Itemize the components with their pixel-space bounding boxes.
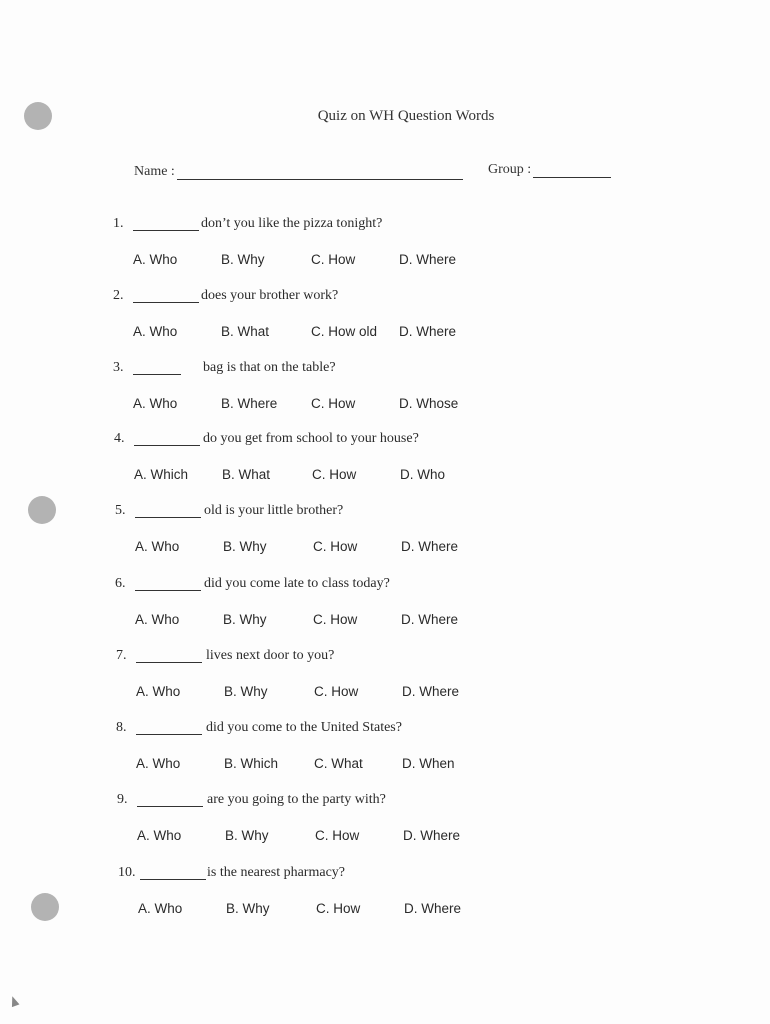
answer-option[interactable]: B. Why <box>221 252 265 267</box>
question-number: 4. <box>114 431 125 446</box>
answer-option[interactable]: C. How <box>313 612 358 627</box>
answer-option[interactable]: A. Who <box>135 612 180 627</box>
answer-option[interactable]: A. Who <box>133 252 178 267</box>
answer-option[interactable]: A. Who <box>133 396 178 411</box>
question-text: lives next door to you? <box>206 648 335 663</box>
question-text: bag is that on the table? <box>203 360 336 375</box>
answer-blank[interactable] <box>133 230 199 231</box>
answer-option[interactable]: B. Why <box>225 828 269 843</box>
question-text: is the nearest pharmacy? <box>207 865 345 880</box>
answer-option[interactable]: D. Where <box>404 901 462 916</box>
answer-option[interactable]: C. How old <box>311 324 378 339</box>
answer-option[interactable]: B. What <box>222 467 271 482</box>
answer-blank[interactable] <box>133 374 181 375</box>
answer-blank[interactable] <box>133 302 199 303</box>
group-blank[interactable] <box>533 163 611 178</box>
answer-blank[interactable] <box>134 445 200 446</box>
answer-option[interactable]: D. Who <box>400 467 446 482</box>
question-text: do you get from school to your house? <box>203 431 419 446</box>
question-number: 10. <box>118 865 136 880</box>
name-blank[interactable] <box>177 165 463 180</box>
question-text: don’t you like the pizza tonight? <box>201 216 383 231</box>
page-title: Quiz on WH Question Words <box>317 108 495 124</box>
question-number: 1. <box>113 216 124 231</box>
group-label: Group : <box>488 162 532 177</box>
answer-option[interactable]: A. Who <box>138 901 183 916</box>
corner-mark <box>9 995 20 1007</box>
question-number: 8. <box>116 720 127 735</box>
answer-option[interactable]: C. What <box>314 756 363 771</box>
punch-hole-middle <box>28 496 56 524</box>
answer-option[interactable]: D. Where <box>403 828 461 843</box>
answer-option[interactable]: C. How <box>315 828 360 843</box>
question-number: 2. <box>113 288 124 303</box>
answer-option[interactable]: D. Where <box>401 539 459 554</box>
question-text: old is your little brother? <box>204 503 344 518</box>
punch-hole-bottom <box>31 893 59 921</box>
question-number: 5. <box>115 503 126 518</box>
answer-option[interactable]: B. What <box>221 324 270 339</box>
answer-option[interactable]: C. How <box>311 252 356 267</box>
answer-option[interactable]: B. Why <box>224 684 268 699</box>
question-text: did you come late to class today? <box>204 576 390 591</box>
answer-option[interactable]: A. Which <box>134 467 189 482</box>
group-field[interactable] <box>488 162 611 178</box>
answer-blank[interactable] <box>136 662 202 663</box>
answer-blank[interactable] <box>135 517 201 518</box>
question-number: 7. <box>116 648 127 663</box>
answer-option[interactable]: C. How <box>312 467 357 482</box>
answer-option[interactable]: A. Who <box>137 828 182 843</box>
answer-option[interactable]: C. How <box>314 684 359 699</box>
answer-option[interactable]: B. Which <box>224 756 279 771</box>
answer-blank[interactable] <box>137 806 203 807</box>
question-number: 3. <box>113 360 124 375</box>
answer-option[interactable]: D. Where <box>402 684 460 699</box>
answer-option[interactable]: B. Where <box>221 396 278 411</box>
answer-option[interactable]: D. Where <box>399 252 457 267</box>
question-text: are you going to the party with? <box>207 792 386 807</box>
question-number: 9. <box>117 792 128 807</box>
answer-option[interactable]: B. Why <box>223 539 267 554</box>
name-field[interactable] <box>134 164 463 180</box>
question-text: does your brother work? <box>201 288 339 303</box>
answer-option[interactable]: A. Who <box>136 684 181 699</box>
answer-option[interactable]: B. Why <box>226 901 270 916</box>
name-label: Name : <box>134 164 175 179</box>
answer-option[interactable]: D. Where <box>399 324 457 339</box>
answer-option[interactable]: A. Who <box>135 539 180 554</box>
answer-blank[interactable] <box>140 879 206 880</box>
answer-option[interactable]: A. Who <box>136 756 181 771</box>
answer-option[interactable]: D. When <box>402 756 455 771</box>
question-text: did you come to the United States? <box>206 720 402 735</box>
answer-option[interactable]: C. How <box>316 901 361 916</box>
answer-option[interactable]: D. Where <box>401 612 459 627</box>
answer-option[interactable]: A. Who <box>133 324 178 339</box>
answer-blank[interactable] <box>135 590 201 591</box>
answer-option[interactable]: B. Why <box>223 612 267 627</box>
answer-option[interactable]: C. How <box>313 539 358 554</box>
answer-option[interactable]: D. Whose <box>399 396 459 411</box>
question-number: 6. <box>115 576 126 591</box>
answer-blank[interactable] <box>136 734 202 735</box>
answer-option[interactable]: C. How <box>311 396 356 411</box>
